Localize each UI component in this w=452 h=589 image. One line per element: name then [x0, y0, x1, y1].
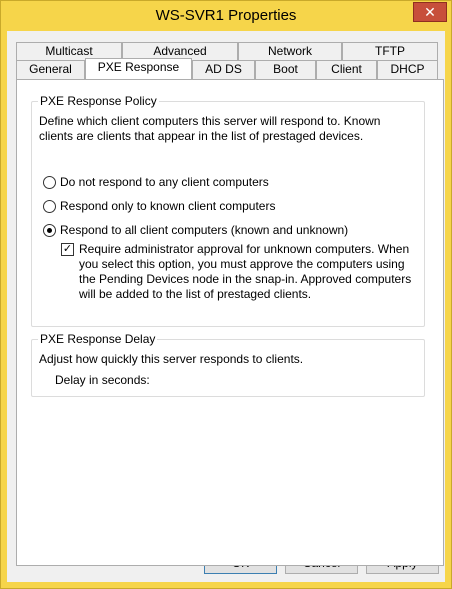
tab-general[interactable]: General — [16, 60, 85, 79]
radio-respond-none-label[interactable]: Do not respond to any client computers — [60, 175, 269, 189]
require-approval-checkbox[interactable] — [61, 243, 74, 256]
radio-respond-known[interactable] — [43, 200, 56, 213]
delay-label: Delay in seconds: — [55, 373, 150, 387]
tab-network[interactable]: Network — [238, 42, 342, 61]
approval-text-line4: will be added to the list of prestaged clients. — [79, 287, 312, 301]
radio-respond-none[interactable] — [43, 176, 56, 189]
title-bar[interactable] — [1, 1, 451, 31]
close-icon: ✕ — [424, 3, 436, 20]
approval-text-line1[interactable]: Require administrator approval for unknown computers. When — [79, 242, 410, 256]
tab-tftp[interactable]: TFTP — [342, 42, 438, 61]
dialog-body — [7, 31, 445, 582]
tab-advanced[interactable]: Advanced — [122, 42, 238, 61]
pxe-response-panel — [16, 79, 444, 566]
delay-description: Adjust how quickly this server responds to clients. — [39, 352, 304, 366]
approval-text-line2: you select this option, you must approve the computers using — [79, 257, 405, 271]
policy-description-line2: clients are clients that appear in the list of prestaged devices. — [39, 129, 364, 143]
radio-respond-all[interactable] — [43, 224, 56, 237]
checkmark-icon: ✓ — [62, 243, 73, 255]
tab-dhcp[interactable]: DHCP — [377, 60, 438, 79]
tab-boot[interactable]: Boot — [255, 60, 316, 79]
radio-respond-known-label[interactable]: Respond only to known client computers — [60, 199, 276, 213]
pxe-response-delay-group — [31, 332, 425, 397]
policy-group-title: PXE Response Policy — [40, 94, 157, 108]
tab-pxe-response[interactable]: PXE Response — [85, 58, 192, 79]
tab-client[interactable]: Client — [316, 60, 377, 79]
close-button[interactable] — [413, 2, 447, 22]
policy-description-line1: Define which client computers this server will respond to. Known — [39, 114, 381, 128]
window-title: WS-SVR1 Properties — [155, 7, 297, 24]
approval-text-line3: the Pending Devices node in the snap-in. Approved computers — [79, 272, 412, 286]
tab-multicast[interactable]: Multicast — [16, 42, 122, 61]
tab-ad-ds[interactable]: AD DS — [192, 60, 255, 79]
radio-respond-all-label[interactable]: Respond to all client computers (known and unknown) — [60, 223, 349, 237]
delay-group-title: PXE Response Delay — [40, 332, 156, 346]
